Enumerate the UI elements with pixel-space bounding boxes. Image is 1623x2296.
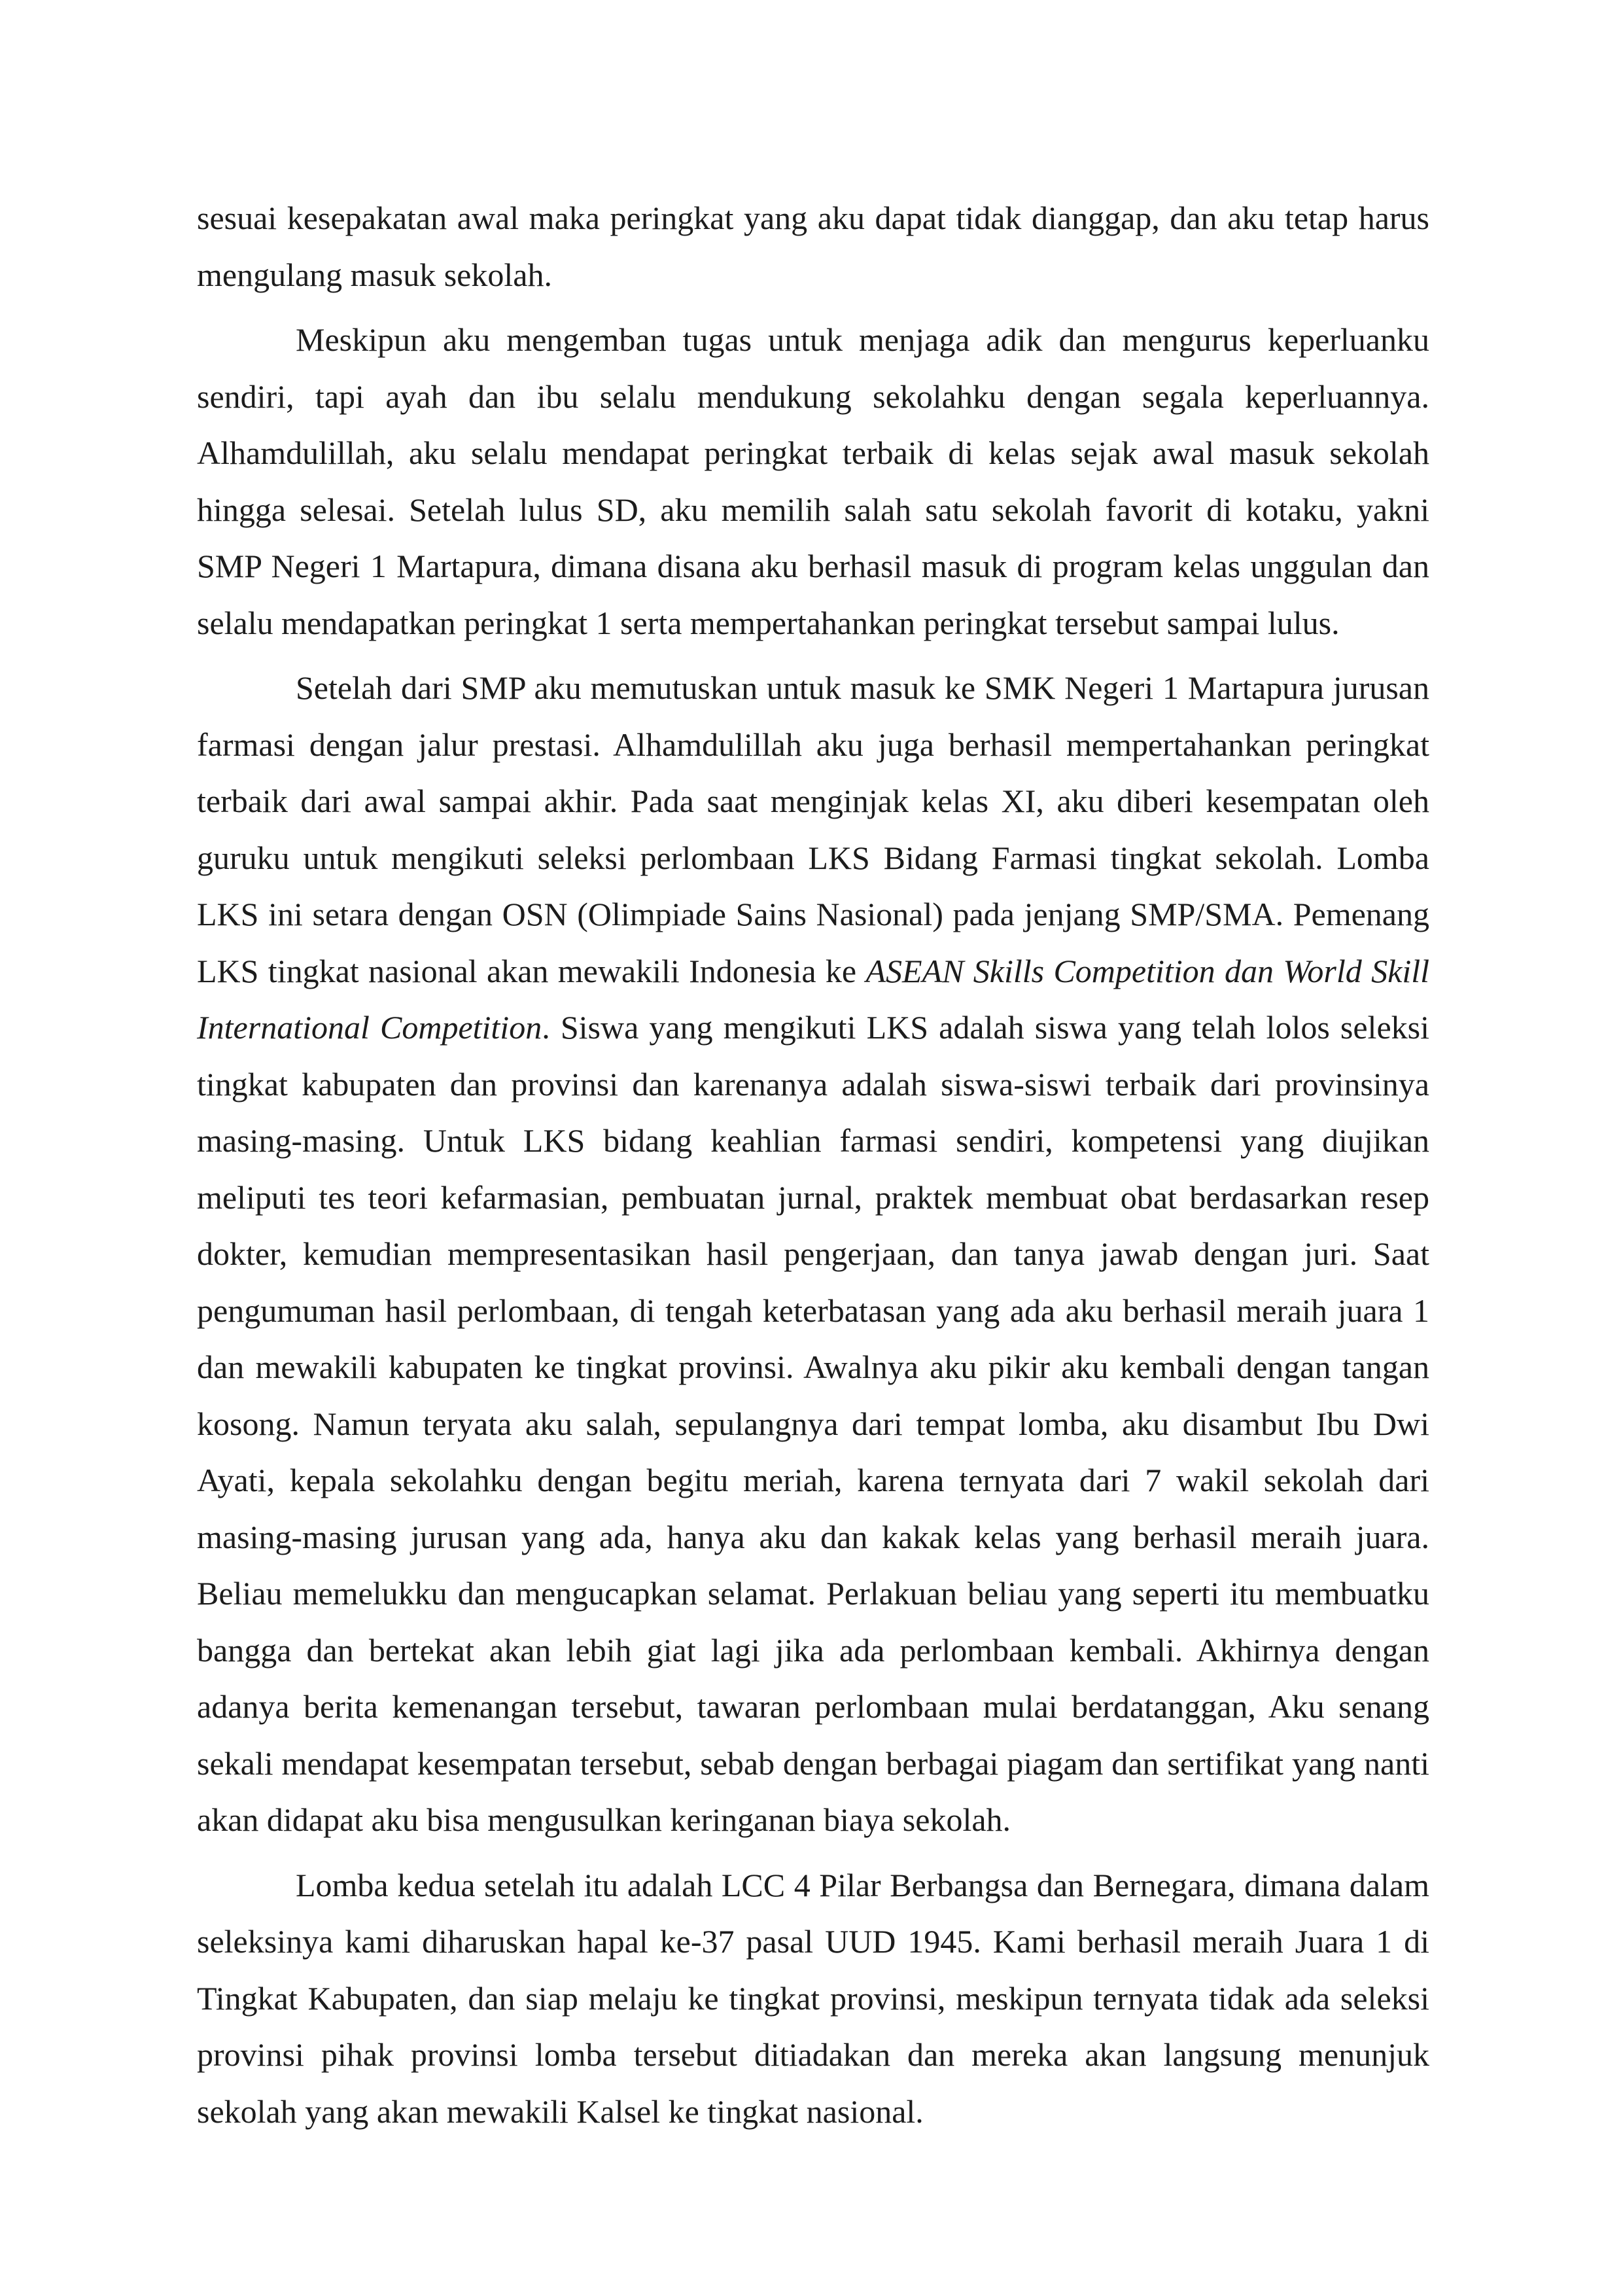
paragraph-3-text-before-italic: Setelah dari SMP aku memutuskan untuk masuk ke SMK Negeri 1 Martapura jurusan farmasi dengan jalur prestasi. Alhamdulillah aku juga berhasil mempertahankan peringkat terbaik dari awal sampai akhir. Pada saat menginjak kelas XI, aku diberi kesempatan oleh guruku untuk mengikuti seleksi perlombaan LKS Bidang Farmasi tingkat sekolah. Lomba LKS ini setara dengan OSN (Olimpiade Sains Nasional) pada jenjang SMP/SMA. Pemenang LKS tingkat nasional akan mewakili Indonesia ke — [197, 669, 1429, 989]
paragraph-3 — [197, 660, 1429, 1848]
paragraph-3-text-after-italic: . Siswa yang mengikuti LKS adalah siswa yang telah lolos seleksi tingkat kabupaten dan provinsi dan karenanya adalah siswa-siswi terbaik dari provinsinya masing-masing. Untuk LKS bidang keahlian farmasi sendiri, kompetensi yang diujikan meliputi tes teori kefarmasian, pembuatan jurnal, praktek membuat obat berdasarkan resep dokter, kemudian mempresentasikan hasil pengerjaan, dan tanya jawab dengan juri. Saat pengumuman hasil perlombaan, di tengah keterbatasan yang ada aku berhasil meraih juara 1 dan mewakili kabupaten ke tingkat provinsi. Awalnya aku pikir aku kembali dengan tangan kosong. Namun teryata aku salah, sepulangnya dari tempat lomba, aku disambut Ibu Dwi Ayati, kepala sekolahku dengan begitu meriah, karena ternyata dari 7 wakil sekolah dari masing-masing jurusan yang ada, hanya aku dan kakak kelas yang berhasil meraih juara. Beliau memelukku dan mengucapkan selamat. Perlakuan beliau yang seperti itu membuatku bangga dan bertekat akan lebih giat lagi jika ada perlombaan kembali. Akhirnya dengan adanya berita kemenangan tersebut, tawaran perlombaan mulai berdatanggan, Aku senang sekali mendapat kesempatan tersebut, sebab dengan berbagai piagam dan sertifikat yang nanti akan didapat aku bisa mengusulkan keringanan biaya sekolah. — [197, 1009, 1429, 1838]
document-body — [197, 190, 1429, 2148]
paragraph-4: Lomba kedua setelah itu adalah LCC 4 Pilar Berbangsa dan Bernegara, dimana dalam seleksinya kami diharuskan hapal ke-37 pasal UUD 1945. Kami berhasil meraih Juara 1 di Tingkat Kabupaten, dan siap melaju ke tingkat provinsi, meskipun ternyata tidak ada seleksi provinsi pihak provinsi lomba tersebut ditiadakan dan mereka akan langsung menunjuk sekolah yang akan mewakili Kalsel ke tingkat nasional. — [197, 1866, 1429, 2130]
paragraph-1: sesuai kesepakatan awal maka peringkat yang aku dapat tidak dianggap, dan aku tetap harus mengulang masuk sekolah. — [197, 200, 1429, 293]
competition-names-italic: ASEAN Skills Competition dan World Skill International Competition — [197, 952, 1429, 1046]
paragraph-2: Meskipun aku mengemban tugas untuk menjaga adik dan mengurus keperluanku sendiri, tapi ayah dan ibu selalu mendukung sekolahku dengan segala keperluannya. Alhamdulillah, aku selalu mendapat peringkat terbaik di kelas sejak awal masuk sekolah hingga selesai. Setelah lulus SD, aku memilih salah satu sekolah favorit di kotaku, yakni SMP Negeri 1 Martapura, dimana disana aku berhasil masuk di program kelas unggulan dan selalu mendapatkan peringkat 1 serta mempertahankan peringkat tersebut sampai lulus. — [197, 321, 1429, 641]
